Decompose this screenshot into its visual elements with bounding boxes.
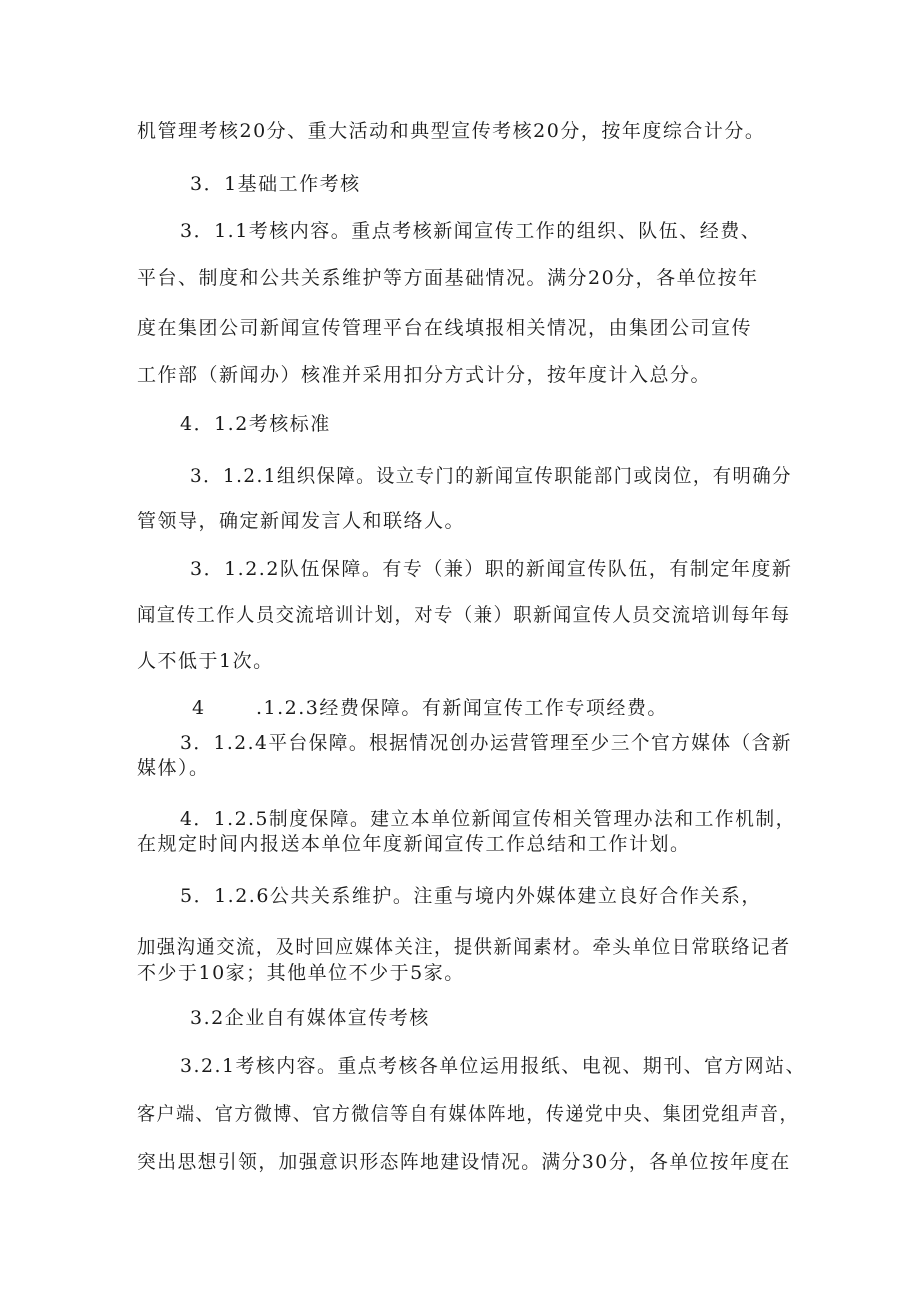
text-line: 在规定时间内报送本单位年度新闻宣传工作总结和工作计划。 [137,833,691,855]
text-line: 闻宣传工作人员交流培训计划，对专（兼）职新闻宣传人员交流培训每年每 [137,604,791,626]
text-line: 人不低于1次。 [137,650,274,672]
section-heading: 3.2企业自有媒体宣传考核 [190,1007,430,1029]
text-line: 度在集团公司新闻宣传管理平台在线填报相关情况，由集团公司宣传 [137,317,753,339]
section-heading: 4．1.2考核标准 [180,413,331,435]
text-line: 突出思想引领，加强意识形态阵地建设情况。满分30分，各单位按年度在 [137,1151,791,1173]
text-line: 3.2.1考核内容。重点考核各单位运用报纸、电视、期刊、官方网站、 [180,1055,806,1077]
text-line: 平台、制度和公共关系维护等方面基础情况。满分20分，各单位按年 [137,267,759,289]
text-line: .1.2.3经费保障。有新闻宣传工作专项经费。 [256,697,668,719]
section-heading: 3．1基础工作考核 [190,173,361,195]
text-line: 不少于10家；其他单位不少于5家。 [137,962,465,984]
text-line: 3．1.2.2队伍保障。有专（兼）职的新闻宣传队伍，有制定年度新 [190,558,793,580]
text-line: 机管理考核20分、重大活动和典型宣传考核20分，按年度综合计分。 [137,120,766,142]
text-line: 加强沟通交流，及时回应媒体关注，提供新闻素材。牵头单位日常联络记者 [137,936,791,958]
text-line: 媒体）。 [137,757,210,779]
text-line: 3．1.2.4平台保障。根据情况创办运营管理至少三个官方媒体（含新 [180,732,792,754]
text-line: 5．1.2.6公共关系维护。注重与境内外媒体建立良好合作关系， [180,885,762,907]
text-line: 管领导，确定新闻发言人和联络人。 [137,510,466,532]
text-line: 3．1.1考核内容。重点考核新闻宣传工作的组织、队伍、经费、 [180,220,762,242]
text-line: 4．1.2.5制度保障。建立本单位新闻宣传相关管理办法和工作机制， [180,808,796,830]
text-line: 客户端、官方微博、官方微信等自有媒体阵地，传递党中央、集团党组声音， [137,1103,800,1125]
text-line: 3．1.2.1组织保障。设立专门的新闻宣传职能部门或岗位，有明确分 [190,465,792,487]
text-line: 工作部（新闻办）核准并采用扣分方式计分，按年度计入总分。 [137,364,712,386]
list-number: 4 [192,697,206,719]
